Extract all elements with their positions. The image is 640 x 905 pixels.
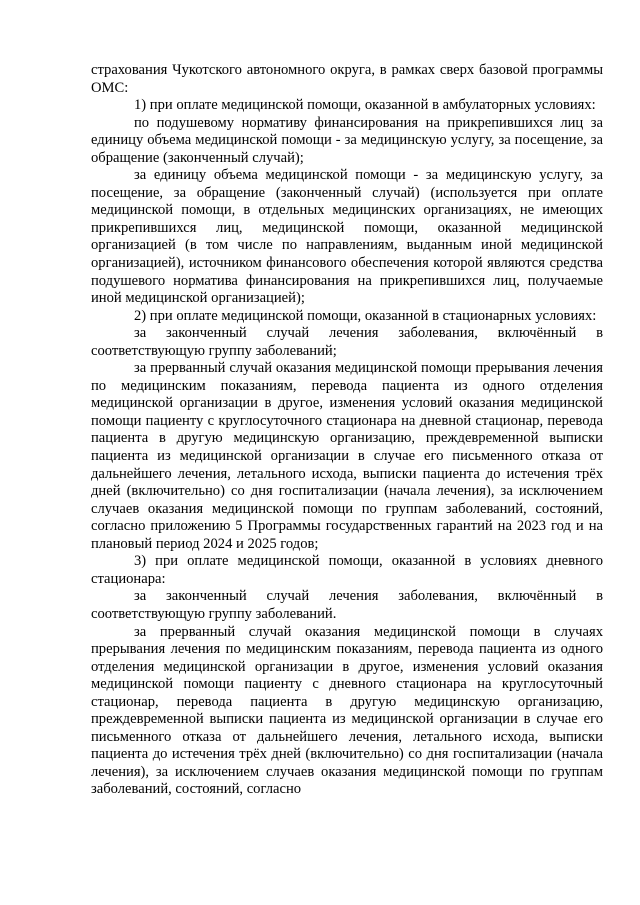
paragraph-day-hospital-heading: 3) при оплате медицинской помощи, оказанной в условиях дневного стационара: (91, 553, 603, 587)
paragraph-inpatient-interrupted-case: за прерванный случай оказания медицинской помощи прерывания лечения по медицинским показаниям, перевода пациента из одного отделения медицинской организации в другое, изменения условий оказания медицинской помощи пациенту с круглосуточного стационара на дневной стационар, перевода пациента в другую медицинскую организацию, преждевременной выписки пациента из медицинской организации в случае его письменного отказа от дальнейшего лечения, летального исхода, выписки пациента до истечения трёх дней (включительно) со дня госпитализации (начала лечения), за исключением случаев оказания медицинской помощи по группам заболеваний, состояний, согласно приложению 5 Программы государственных гарантий на 2023 год и на плановый период 2024 и 2025 годов; (91, 360, 603, 552)
paragraph-day-hospital-completed-case: за законченный случай лечения заболевания, включённый в соответствующую группу заболеваний. (91, 588, 603, 622)
document-page (91, 62, 603, 799)
paragraph-inpatient-completed-case: за законченный случай лечения заболевания, включённый в соответствующую группу заболеваний; (91, 325, 603, 359)
paragraph-day-hospital-interrupted-case: за прерванный случай оказания медицинской помощи в случаях прерывания лечения по медицинским показаниям, перевода пациента из одного отделения медицинской организации в другое, изменения условий оказания медицинской помощи пациенту с дневного стационара на круглосуточный стационар, перевода пациента в другую медицинскую организацию, преждевременной выписки пациента из медицинской организации в случае его письменного отказа от дальнейшего лечения, летального исхода, выписки пациента до истечения трёх дней (включительно) со дня госпитализации (начала лечения), за исключением случаев оказания медицинской помощи по группам заболеваний, состояний, согласно (91, 623, 603, 798)
paragraph-outpatient-heading: 1) при оплате медицинской помощи, оказанной в амбулаторных условиях: (134, 97, 596, 114)
paragraph-continuation: страхования Чукотского автономного округа, в рамках сверх базовой программы ОМС: (91, 62, 603, 96)
paragraph-per-unit: за единицу объема медицинской помощи - за медицинскую услугу, за посещение, за обращение (законченный случай) (используется при оплате медицинской помощи, в отдельных медицинских организациях, не имеющих прикрепившихся лиц, медицинской помощи, оказанной медицинской организацией (в том числе по направлениям, выданным иной медицинской организацией), источником финансового обеспечения которой являются средства подушевого норматива финансирования на прикрепившихся лиц, получаемые иной медицинской организацией); (91, 167, 603, 307)
paragraph-per-capita: по подушевому нормативу финансирования на прикрепившихся лиц за единицу объема медицинской помощи - за медицинскую услугу, за посещение, за обращение (законченный случай); (91, 114, 603, 166)
paragraph-inpatient-heading: 2) при оплате медицинской помощи, оказанной в стационарных условиях: (134, 307, 597, 324)
